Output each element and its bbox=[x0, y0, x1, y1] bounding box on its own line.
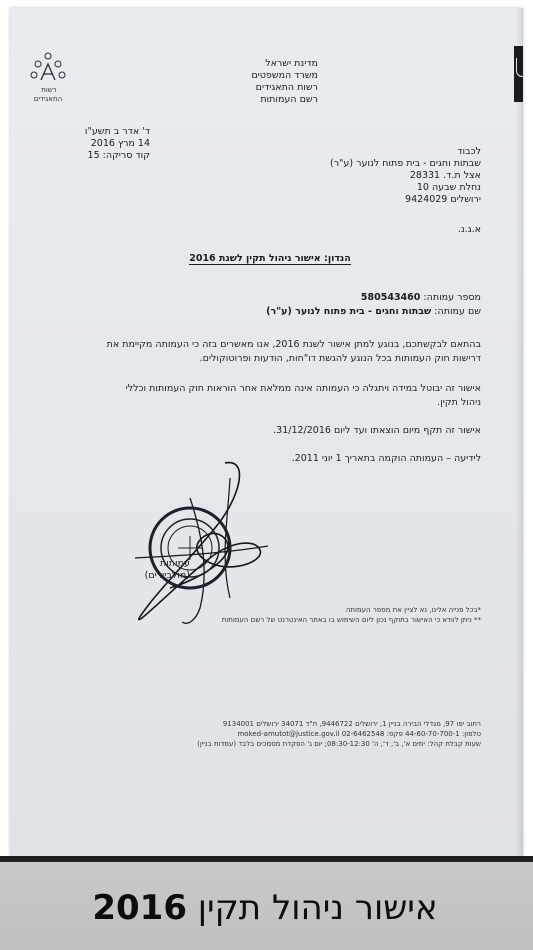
binder-caption bbox=[30, 886, 500, 936]
association-number-label: מספר עמותה: bbox=[423, 292, 481, 303]
logo-caption-1: רשות bbox=[41, 86, 57, 94]
greeting: א.ג.נ. bbox=[457, 224, 481, 235]
signatory-role: עמותות bbox=[159, 558, 190, 569]
letterhead-authority: רשות התאגידים bbox=[255, 82, 318, 93]
body-paragraph-1-line-1: בהתאם לבקשתכם, בנוגע למתן אישור לשנת 2016, אנו מאשרים בזה כי העמותה מקיימת את bbox=[106, 339, 481, 350]
document-page bbox=[10, 8, 523, 856]
recipient-name: שבתות וחגים - בית פתוח לנוער (ע"ר) bbox=[329, 158, 481, 169]
founding-paragraph: לידיעה – העמותה הוקמה בתאריך 1 יוני 2011. bbox=[291, 453, 481, 464]
body-paragraph-1-line-2: דרישות חוק העמותות בכל הנוגע להגשת דו"חות, הודעות ופרוטוקולים. bbox=[199, 353, 481, 364]
recipient-to: לכבוד bbox=[457, 146, 481, 157]
binder-caption-year: 2016 bbox=[92, 888, 187, 928]
scan-code: קוד סריקה: 15 bbox=[87, 150, 150, 161]
gregorian-date: 14 מרץ 2016 bbox=[90, 138, 150, 149]
hebrew-date: ד' אדר ב תשע"ו bbox=[84, 126, 150, 137]
footer-address: רחוב יפו 97, מגדלי הבירה בניין 1, ירושלים 9446722, ת"ד 34071 ירושלים 9134001 bbox=[222, 720, 481, 728]
association-number-value: 580543460 bbox=[360, 292, 421, 303]
footer-hours: שעות קבלת קהל: ימים א', ב', ד', ה' 08:30-12:30; יום ג' הפקדת מסמכים בלבד (עמדות בניין) bbox=[197, 740, 481, 748]
letterhead-ministry: משרד המשפטים bbox=[251, 70, 318, 81]
footnote-2: ** ניתן לוודא כי האישור בתוקף נכון ליום השימוש בו באתר האינטרנט של רשם העמותות bbox=[221, 616, 481, 624]
body-paragraph-2-line-1: אישור זה יבוטל במידה ויתגלה כי העמותה אינה ממלאת אחר הוראות חוק העמותות וכללי bbox=[125, 383, 481, 394]
association-name-row bbox=[61, 306, 481, 318]
letterhead-state: מדינת ישראל bbox=[265, 58, 318, 69]
logo-caption-2: התאגידים bbox=[33, 95, 63, 103]
association-number-row bbox=[61, 292, 481, 304]
footnote-1: *בכל פנייה אלינו, נא לציין את מספר העמותה bbox=[345, 606, 481, 614]
footer-phone: טלפון: 44-60-70-700-1 פקס: 02-6462548 bbox=[341, 730, 481, 738]
association-name-label: שם עמותה: bbox=[434, 306, 481, 317]
signatory-name: (מולביירים) bbox=[144, 570, 190, 581]
binder-caption-text: אישור ניהול תקין bbox=[197, 888, 438, 928]
footer-email[interactable]: moked-amutot@justice.gov.il bbox=[237, 730, 340, 738]
menorah-icon bbox=[516, 58, 523, 77]
footer-contact bbox=[41, 730, 481, 739]
corporations-authority-logo bbox=[28, 50, 68, 110]
recipient-pobox: אצל ת.ד. 28331 bbox=[409, 170, 481, 181]
association-name-value: שבתות וחגים - בית פתוח לנוער (ע"ר) bbox=[266, 306, 432, 317]
letterhead-registrar: רשם העמותות bbox=[260, 94, 318, 105]
subject-line: הנדון: אישור ניהול תקין לשנת 2016 bbox=[189, 253, 351, 264]
recipient-street: נחלת שבעה 10 bbox=[416, 182, 481, 193]
page-shadow-edge bbox=[515, 8, 523, 856]
recipient-city: ירושלים 9424029 bbox=[405, 194, 481, 205]
validity-paragraph: אישור זה תקף מיום הוצאתו ועד ליום 31/12/2016. bbox=[273, 425, 481, 436]
body-paragraph-2-line-2: ניהול תקין. bbox=[437, 397, 481, 408]
